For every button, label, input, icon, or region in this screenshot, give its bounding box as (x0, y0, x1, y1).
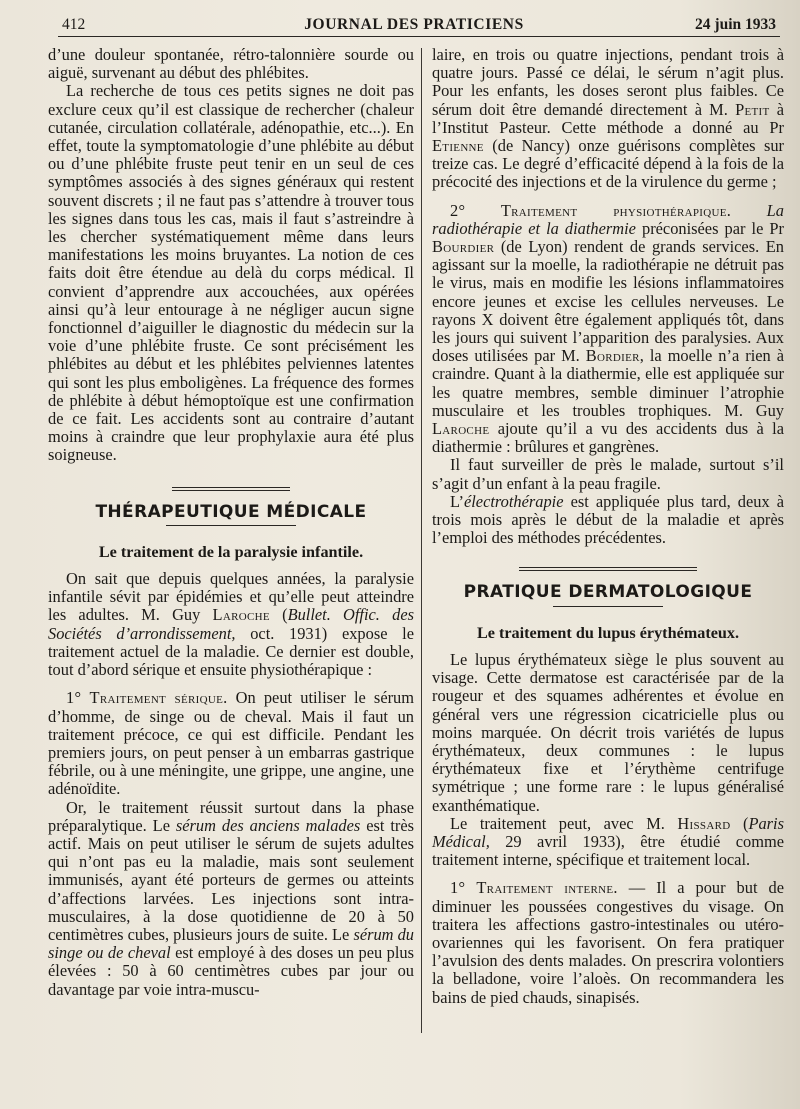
author-name: Laroche (432, 419, 490, 439)
text-run: ajoute qu’il a vu des accidents dus à la diathermie : brûlures et gangrènes. (432, 419, 784, 457)
reference: Paris Médical, (432, 813, 784, 851)
paragraph (48, 689, 414, 798)
emphasis: sérum du singe ou de cheval (48, 924, 414, 963)
text-run: On peut utiliser le sérum d’homme, de singe ou de cheval. Mais il faut un traitement précoce, ce qui est difficile. Pendant les premiers jours, on peut penser à un embarras gastrique fébrile, ou à une méningite, une grippe, une angine, une adénoïdite. (48, 688, 414, 799)
article-title: Le traitement du lupus érythémateux. (476, 623, 740, 642)
text-run: L’ (450, 491, 464, 511)
section-underline (166, 525, 296, 526)
column-separator (421, 48, 422, 1033)
paragraph-heading: 2° Traitement physiothérapique. (450, 200, 732, 220)
issue-date: 24 juin 1933 (695, 16, 776, 33)
journal-title: JOURNAL DES PRATICIENS (304, 16, 524, 33)
reference: Bullet. Offic. des Sociétés d’arrondissement, (48, 605, 414, 643)
text-run: , la moelle n’a rien à craindre. Quant à la diathermie, elle est appliquée sur les quatre membres, semble diminuer l’atrophie musculaire et les troubles trophiques. M. Guy (432, 346, 784, 420)
author-name: Hissard (677, 813, 731, 833)
emphasis: sérum des anciens malades (175, 815, 361, 835)
text-run: Le traitement peut, avec M. (450, 813, 678, 833)
text-run: (de Lyon) rendent de grands services. En agissant sur la moelle, la radiothérapie ne détruit pas le virus, mais en modifie les lésions inflammatoires encore jeunes et excise les cellules nerveuses. Le rayons X doivent être également appliqués tôt, dans les jours qui suivent l’apparition des paralysies. Aux doses utilisées par M. (432, 237, 784, 366)
paragraph: Le traitement peut, avec M. Hissard (Paris Médical, 29 avril 1933), être étudié comme traitement interne, spécifique et traitement local. (432, 813, 784, 870)
text-run: On sait que depuis quelques années, la paralysie infantile sévit par épidémies et qu’elle peut atteindre les adultes. M. Guy (48, 569, 414, 625)
page-number: 412 (62, 16, 86, 33)
author-name: Laroche (212, 605, 270, 625)
paragraph (432, 202, 784, 457)
paragraph: On sait que depuis quelques années, la paralysie infantile sévit par épidémies et qu’elle peut atteindre les adultes. M. Guy Laroche (Bullet. Offic. des Sociétés d’arrondissement, oct. 1931) expose le traitement actuel de la maladie. Ce dernier est double, tout d’abord sérique et ensuite physiothérapique : (48, 569, 414, 680)
section-underline (553, 606, 663, 607)
article-title: Le traitement de la paralysie infantile. (98, 542, 364, 561)
text-run: 29 avril 1933), être étudié comme traitement interne, spécifique et traitement local. (432, 831, 784, 870)
paragraph (432, 879, 784, 1006)
section-title: PRATIQUE DERMATOLOGIQUE (463, 582, 753, 603)
text-run: oct. 1931) expose le traitement actuel de la maladie. Ce dernier est double, tout d’abord sérique et ensuite physiothérapique : (48, 623, 414, 680)
emphasis: La radiothérapie et la diathermie (432, 200, 784, 238)
author-name: Bourdier (432, 237, 495, 257)
text-run: est appliquée plus tard, deux à trois mois après le début de la maladie et après l’emploi des méthodes précédentes. (432, 491, 784, 548)
paragraph-heading: 1° Traitement sérique. (66, 688, 228, 708)
paragraph (48, 799, 414, 999)
paragraph: La recherche de tous ces petits signes ne doit pas exclure ceux qu’il est classique de rechercher (chaleur cutanée, circulation collatérale, adénopathie, etc...). En effet, toute la symptomatologie d’une phlébite au début ou d’une phlébite fruste peut tenir en un seul de ces symptômes associés à des signes généraux qui restent souvent discrets ; il ne faut pas s’attendre à trouver tous les signes dans tous les cas, mais il faut s’astreindre à les chercher systématiquement même dans leurs manifestations les moins bruyantes. La notion de ces faits doit être étendue au delà du corps médical. Il convient d’apprendre aux accouchées, aux opérées ainsi qu’à leur entourage à ne négliger aucun signe fonctionnel d’aiguiller le diagnostic du médecin sur la voie d’une phlébite fruste. Ce sont précisément les phlébites au début et les phlébites pelviennes latentes qui sont les plus emboligènes. La fréquence des formes de phlébite à début hémoptoïque est une confirmation de ce fait. Les accidents sont au contraire d’autant moins à craindre que leur prophylaxie aura été plus soigneuse. (48, 81, 414, 465)
text-run: est employé à des doses un peu plus élevées : 50 à 60 centimètres cubes par jour ou davantage par voie intra-muscu- (48, 943, 414, 999)
header-rule (58, 36, 780, 37)
section-divider (519, 567, 697, 571)
author-name: Bordier (585, 346, 640, 366)
text-run: (de Nancy) onze guérisons complètes sur treize cas. Le degré d’efficacité dépend à la fois de la précocité des injections et de la virulence du germe ; (432, 136, 784, 192)
paragraph: d’une douleur spontanée, rétro-talonnière sourde ou aiguë, survenant au début des phlébites. (48, 45, 414, 83)
text-run: préconisées par le Pr (635, 218, 784, 238)
author-name: Etienne (432, 136, 484, 156)
paragraph (432, 46, 784, 192)
paragraph: Le lupus érythémateux siège le plus souvent au visage. Cette dermatose est caractérisée par de la rougeur et des squames adhérentes et évolue en général vers une régression cicatricielle plus ou moins marquée. On décrit trois variétés de lupus érythémateux, deux communes : le lupus érythémateux fixe et l’érythème centrifuge symétrique ; une forme rare : le lupus généralisé exanthématique. (432, 649, 784, 815)
emphasis: électrothérapie (463, 491, 564, 511)
paragraph-heading: 1° Traitement interne. (450, 878, 618, 898)
text-run: — Il a pour but de diminuer les poussées congestives du visage. On traitera les affections gastro-intestinales ou utéro-ovariennes qui les favorisent. On fera pratiquer l’avulsion des dents malades. On prescrira volontiers la belladone, voire l’aloès. On recommandera les bains de pied chauds, sinapisés. (432, 878, 784, 1007)
text-run: est très actif. Mais on peut utiliser le sérum de sujets adultes qui n’ont pas eu la maladie, mais sont seulement immunisés, ayant été porteurs de germes ou atteints d’affections larvées. Les injections sont intra-musculaires, à la dose quotidienne de 20 à 50 centimètres cubes, plusieurs jours de suite. Le (48, 815, 415, 944)
right-column (432, 46, 784, 1007)
paragraph: Il faut surveiller de près le malade, surtout s’il s’agit d’un enfant à la peau fragile. (432, 455, 784, 493)
text-run: Or, le traitement réussit surtout dans la phase préparalytique. Le (48, 797, 414, 835)
text-run: laire, en trois ou quatre injections, pendant trois à quatre jours. Passé ce délai, le sérum n’agit plus. Pour les enfants, les doses seront plus faibles. Ce sérum doit être demandé directement à M. (432, 45, 784, 119)
section-divider (172, 487, 290, 491)
section-title: THÉRAPEUTIQUE MÉDICALE (95, 501, 367, 522)
left-column (48, 46, 414, 999)
author-name: Petit (735, 99, 770, 119)
page-header (50, 12, 778, 38)
text-run: à l’Institut Pasteur. Cette méthode a donné au Pr (432, 99, 784, 137)
paragraph (432, 493, 784, 548)
